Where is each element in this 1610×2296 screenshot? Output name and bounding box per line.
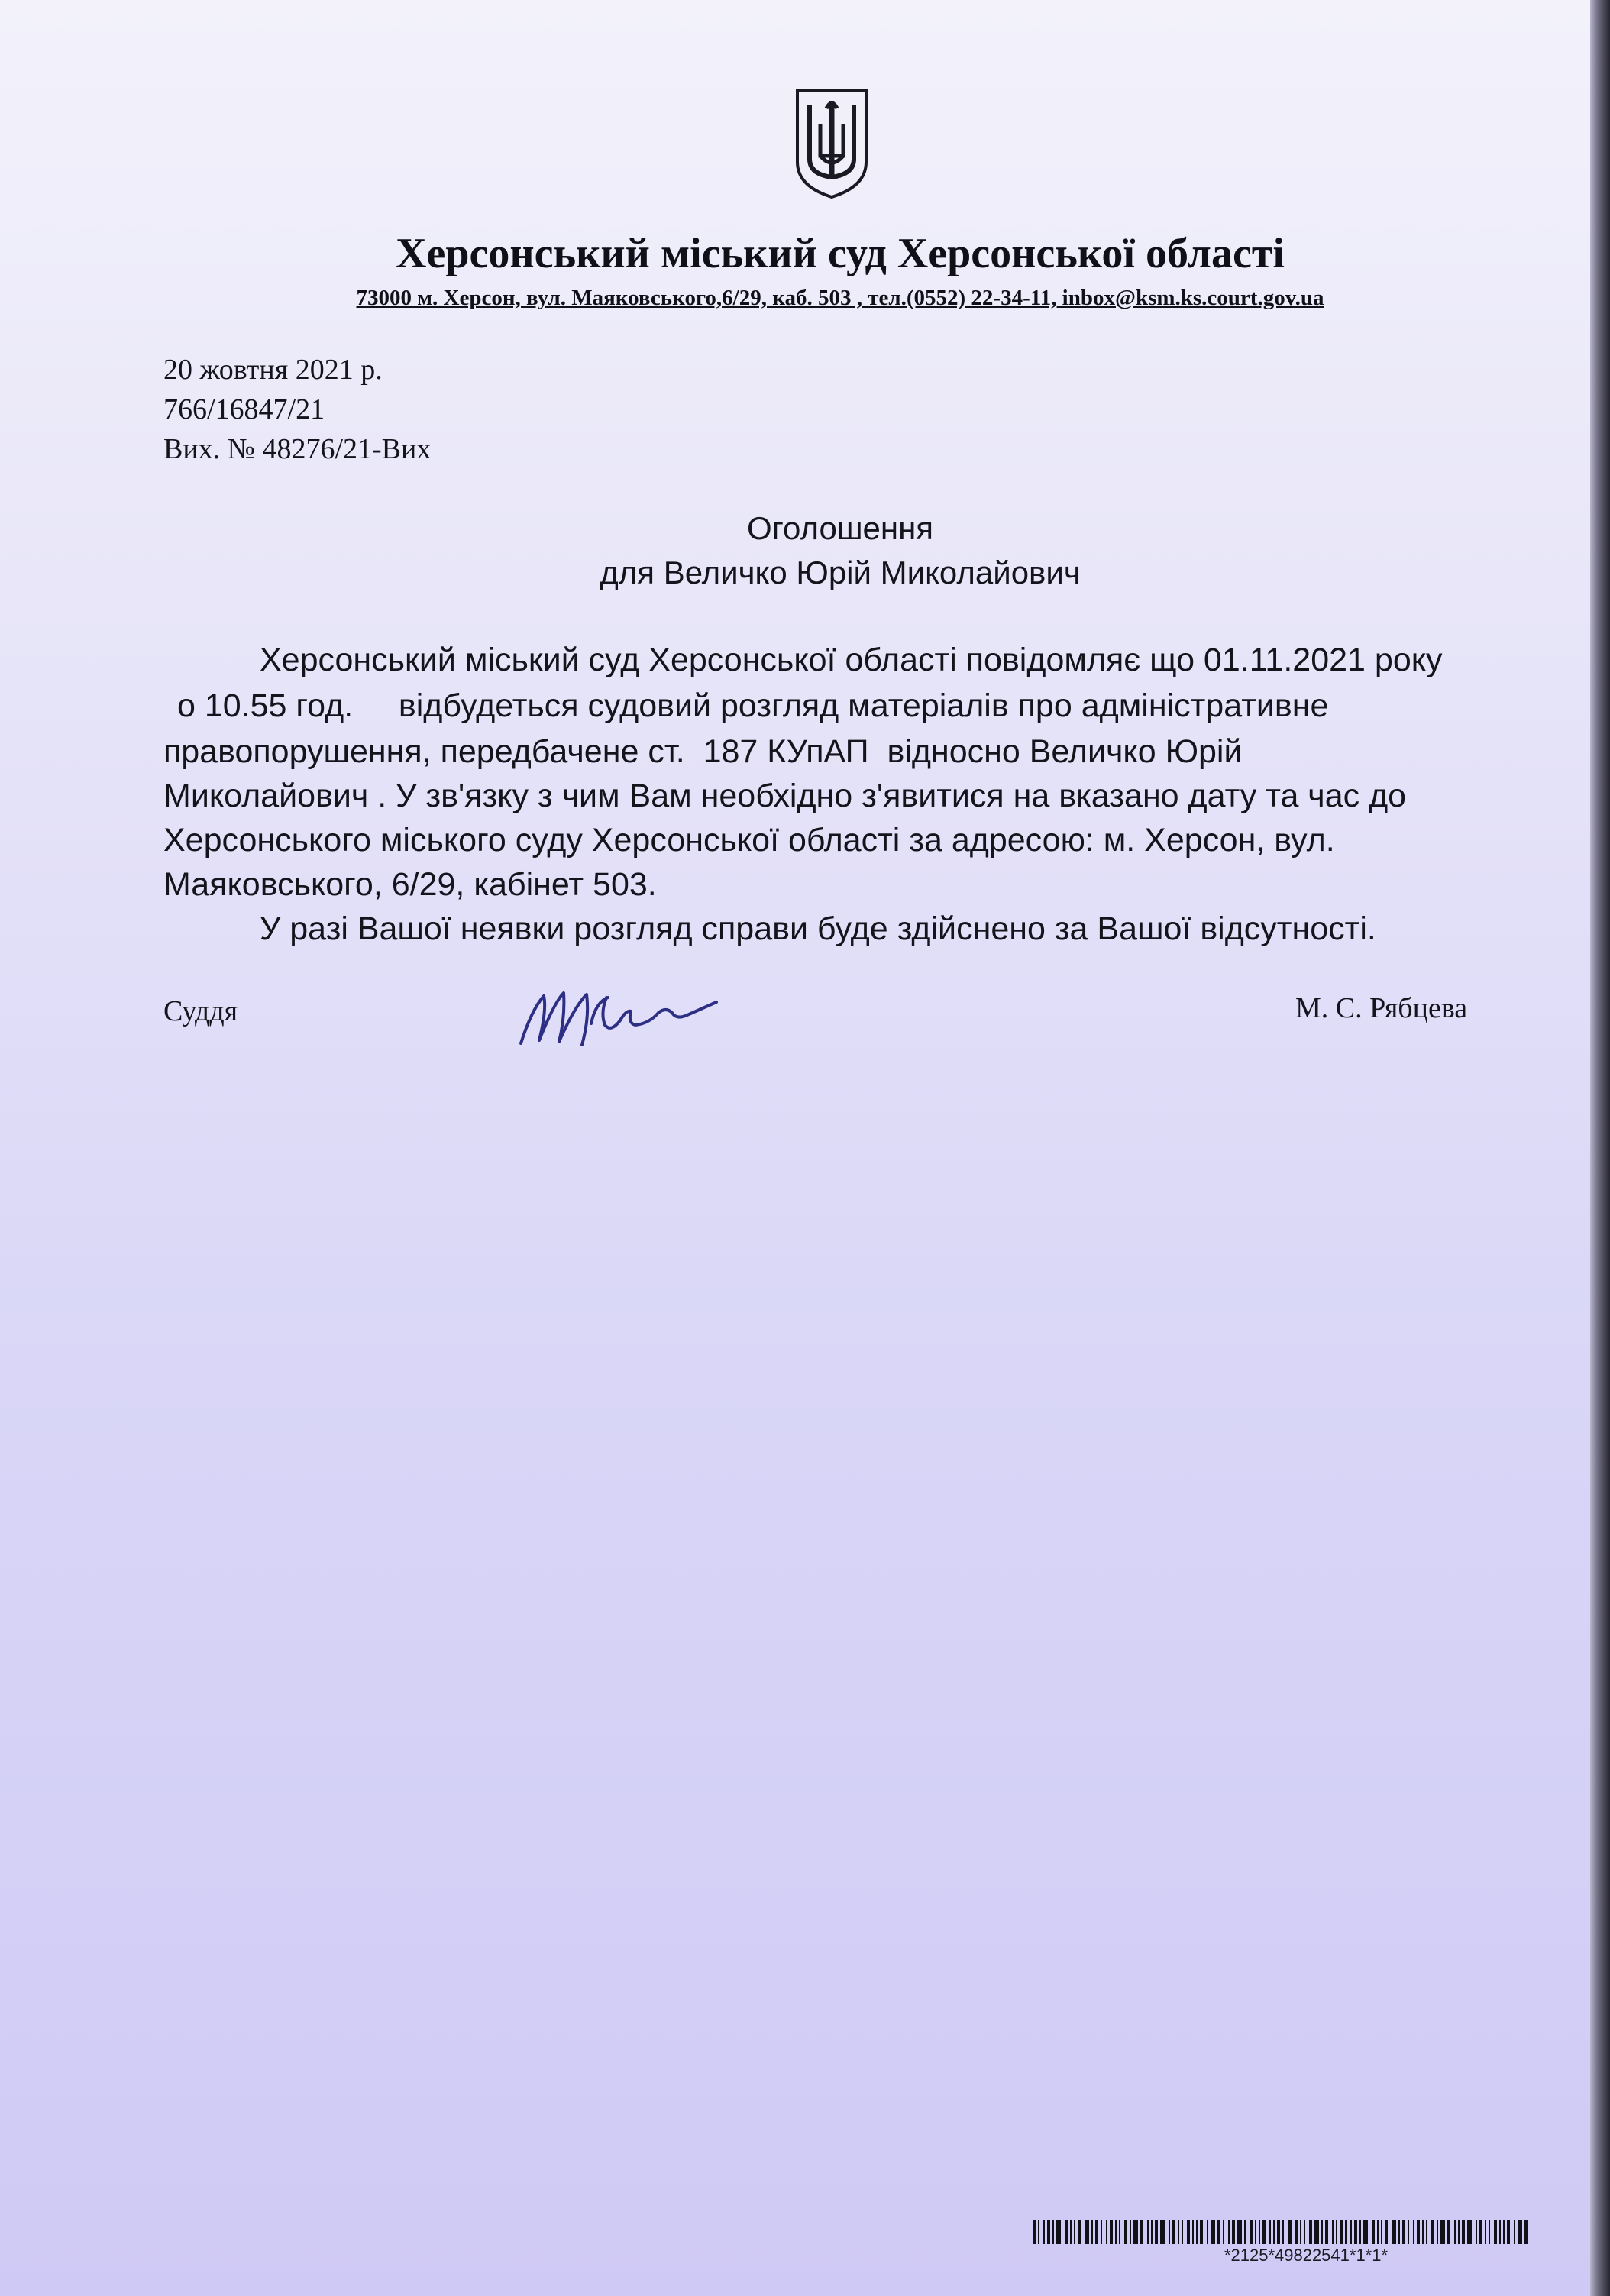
- signature-icon: [516, 979, 723, 1056]
- page-edge-shadow: [1590, 0, 1610, 2296]
- announcement-title: Оголошення: [746, 510, 934, 546]
- case-number: 766/16847/21: [163, 393, 325, 425]
- body-line: У разі Вашої неявки розгляд справи буде здійснено за Вашої відсутності.: [260, 910, 1376, 947]
- barcode-number: *2125*49822541*1*1*: [1224, 2246, 1389, 2265]
- body-line: Херсонського міського суду Херсонської області за адресою: м. Херсон, вул.: [163, 822, 1335, 859]
- body-line: о 10.55 год. відбудеться судовий розгляд матеріалів про адміністративне: [177, 687, 1329, 724]
- body-line: правопорушення, передбачене ст. 187 КУпАП відносно Величко Юрій: [163, 733, 1243, 770]
- barcode-icon: [1033, 2220, 1532, 2244]
- judge-role-label: Суддя: [163, 995, 238, 1027]
- body-line: Миколайович . У зв'язку з чим Вам необхідно з'явитися на вказано дату та час до: [163, 778, 1407, 814]
- body-line: Маяковського, 6/29, кабінет 503.: [163, 866, 657, 903]
- judge-name: М. С. Рябцева: [1295, 992, 1468, 1024]
- body-line: Херсонський міський суд Херсонської області повідомляє що 01.11.2021 року: [260, 642, 1443, 678]
- coat-of-arms-icon: [791, 86, 872, 200]
- document-date: 20 жовтня 2021 р.: [163, 354, 383, 386]
- outgoing-number: Вих. № 48276/21-Вих: [163, 433, 432, 465]
- court-title: Херсонський міський суд Херсонської області: [396, 230, 1285, 277]
- announcement-recipient: для Величко Юрій Миколайович: [600, 555, 1081, 590]
- court-address: 73000 м. Херсон, вул. Маяковського,6/29, каб. 503 , тел.(0552) 22-34-11, inbox@ksm.ks.court.gov.ua: [356, 286, 1324, 310]
